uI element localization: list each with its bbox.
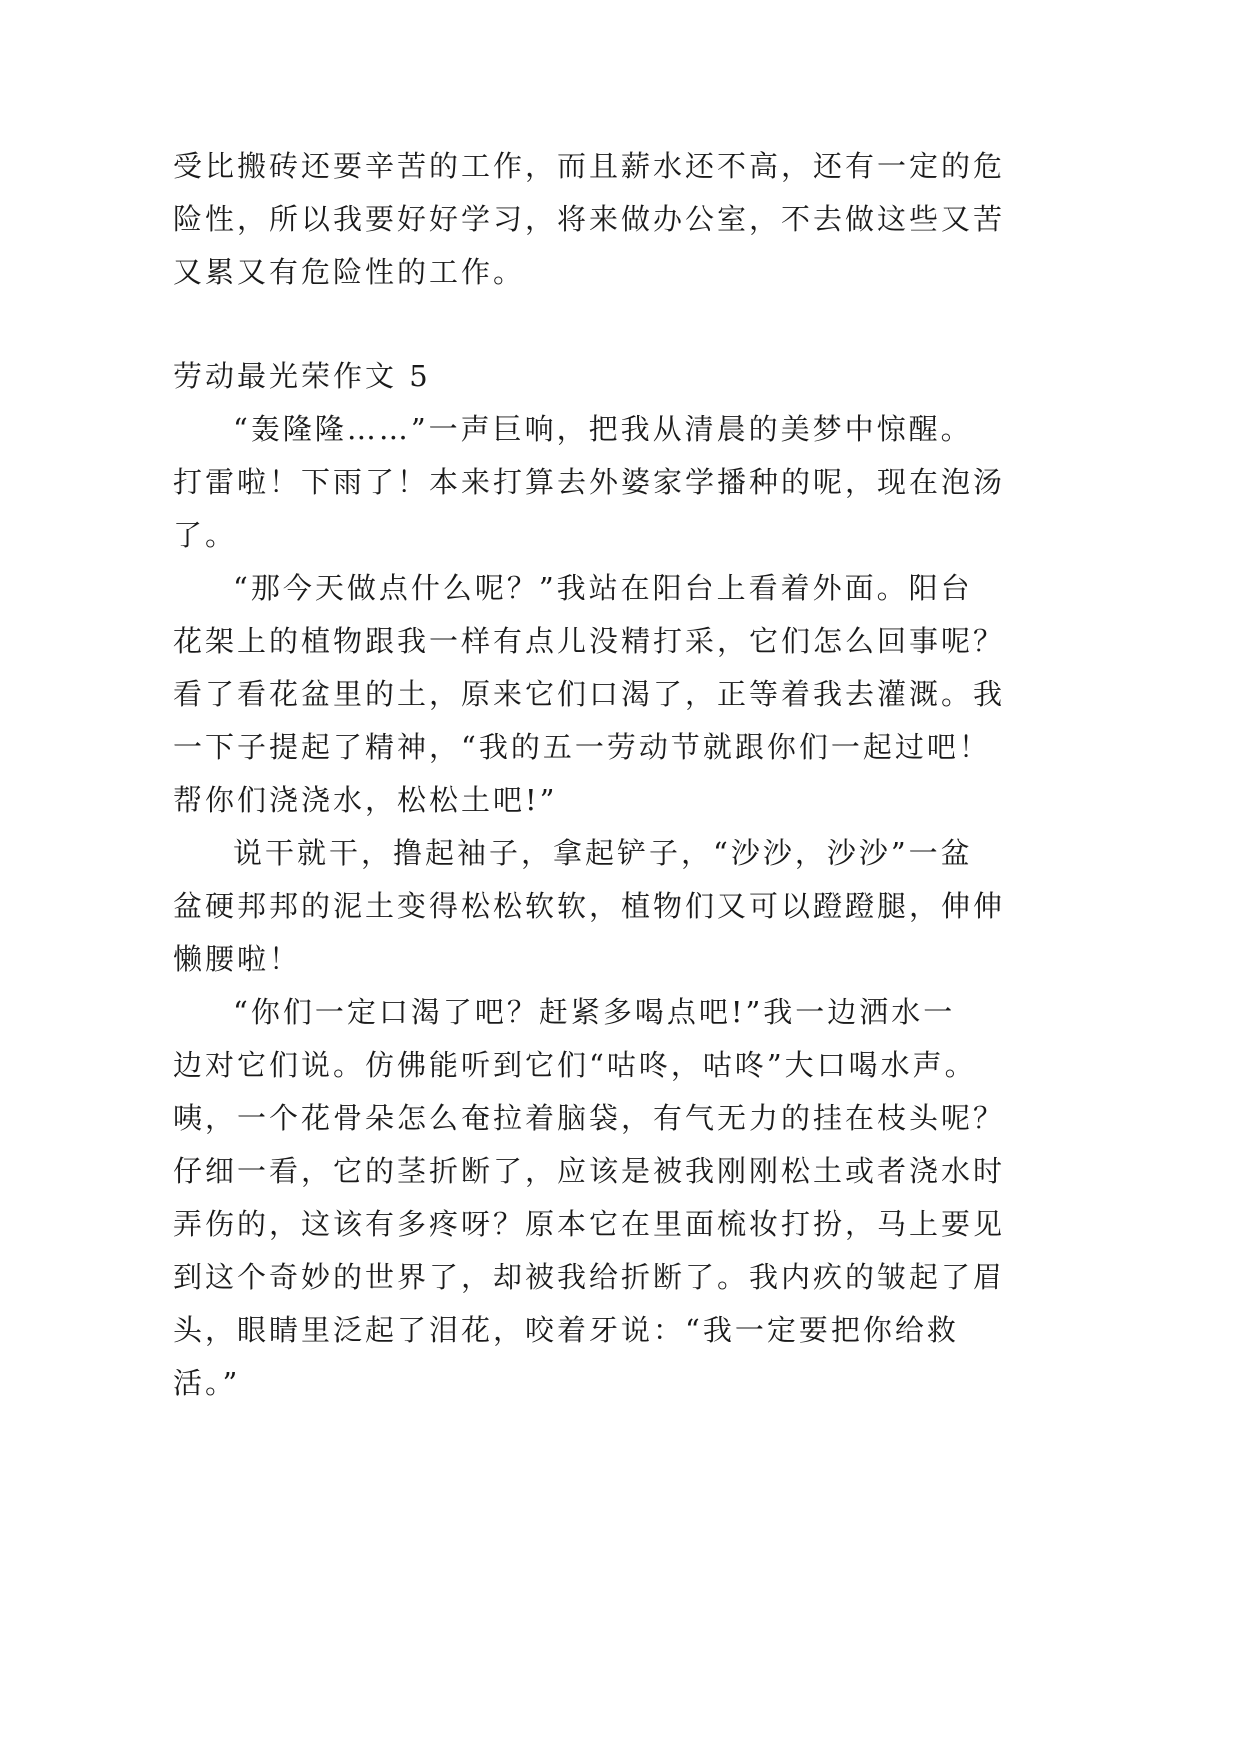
- text-line: 仔细一看，它的茎折断了，应该是被我刚刚松土或者浇水时: [173, 1154, 1006, 1188]
- text-line: 到这个奇妙的世界了，却被我给折断了。我内疚的皱起了眉: [173, 1260, 1006, 1294]
- text-line: 受比搬砖还要辛苦的工作，而且薪水还不高，还有一定的危: [173, 149, 1006, 183]
- text-line: 说干就干，撸起袖子，拿起铲子，“沙沙，沙沙”一盆: [233, 836, 973, 870]
- text-line: 看了看花盆里的土，原来它们口渴了，正等着我去灌溉。我: [173, 677, 1006, 711]
- text-line: 又累又有危险性的工作。: [173, 255, 526, 289]
- text-line: 咦，一个花骨朵怎么奄拉着脑袋，有气无力的挂在枝头呢？: [173, 1101, 1006, 1135]
- text-line: 打雷啦！下雨了！本来打算去外婆家学播种的呢，现在泡汤: [173, 465, 1006, 499]
- text-line: 边对它们说。仿佛能听到它们“咕咚，咕咚”大口喝水声。: [173, 1048, 977, 1082]
- text-line: 懒腰啦！: [173, 942, 302, 976]
- text-line: 头，眼睛里泛起了泪花，咬着牙说：“我一定要把你给救: [173, 1313, 959, 1347]
- text-line: 活。”: [173, 1366, 241, 1400]
- text-line: 险性，所以我要好好学习，将来做办公室，不去做这些又苦: [173, 202, 1006, 236]
- text-line: 弄伤的，这该有多疼呀？原本它在里面梳妆打扮，马上要见: [173, 1207, 1006, 1241]
- text-line: “那今天做点什么呢？”我站在阳台上看着外面。阳台: [233, 571, 973, 605]
- text-line: 花架上的植物跟我一样有点儿没精打采，它们怎么回事呢？: [173, 624, 1006, 658]
- text-line: 盆硬邦邦的泥土变得松松软软，植物们又可以蹬蹬腿，伸伸: [173, 889, 1006, 923]
- text-line: “轰隆隆……”一声巨响，把我从清晨的美梦中惊醒。: [233, 412, 973, 446]
- text-line: 一下子提起了精神，“我的五一劳动节就跟你们一起过吧！: [173, 730, 991, 764]
- text-line: 帮你们浇浇水，松松土吧!”: [173, 783, 558, 817]
- text-line: 了。: [173, 518, 238, 552]
- section-title: 劳动最光荣作文 5: [173, 359, 431, 393]
- text-line: “你们一定口渴了吧？赶紧多喝点吧!”我一边洒水一: [233, 995, 956, 1029]
